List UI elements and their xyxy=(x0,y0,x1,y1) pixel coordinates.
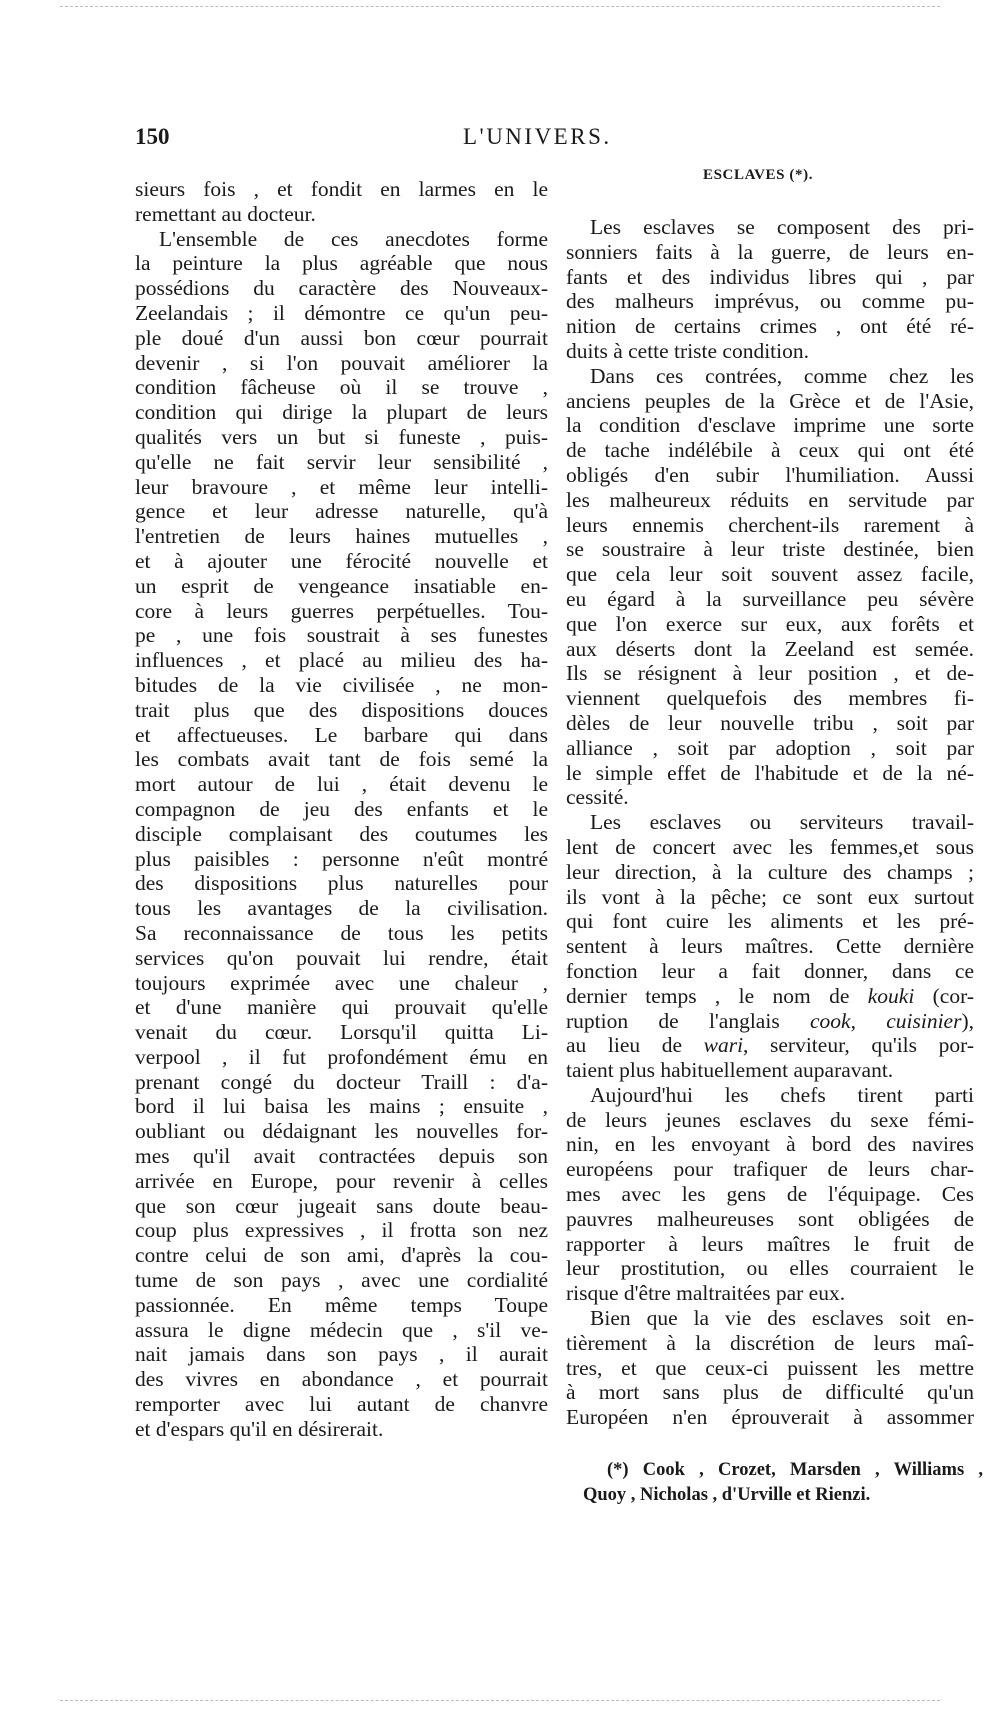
text-line: possédions du caractère des Nouveaux- xyxy=(135,276,548,301)
text-line: leurs ennemis cherchent-ils rarement à xyxy=(566,512,974,537)
text-line: ple doué d'un aussi bon cœur pourrait xyxy=(135,325,548,350)
text-line: verpool , il fut profondément ému en xyxy=(135,1044,548,1069)
text-line: duits à cette triste condition. xyxy=(566,338,810,363)
text-line: remporter avec lui autant de chanvre xyxy=(135,1392,548,1417)
text-line: L'ensemble de ces anecdotes forme xyxy=(159,226,548,251)
text-line: à mort sans plus de difficulté qu'un xyxy=(566,1380,974,1405)
text-line: eu égard à la surveillance peu sévère xyxy=(566,586,974,611)
text-line: leur bravoure , et même leur intelli- xyxy=(135,474,548,499)
text-line: venait du cœur. Lorsqu'il quitta Li- xyxy=(135,1020,548,1045)
text-line: nait jamais dans son pays , il aurait xyxy=(135,1342,548,1367)
text-line: un esprit de vengeance insatiable en- xyxy=(135,573,548,598)
text-line: trait plus que des dispositions douces xyxy=(135,697,548,722)
text-line: passionnée. En même temps Toupe xyxy=(135,1292,548,1317)
text-line: core à leurs guerres perpétuelles. Tou- xyxy=(135,598,548,623)
text-line: nition de certains crimes , ont été ré- xyxy=(566,314,974,339)
text-line: arrivée en Europe, pour revenir à celles xyxy=(135,1168,548,1193)
text-line: pauvres malheureuses sont obligées de xyxy=(566,1206,974,1231)
text-line: pe , une fois soustrait à ses funestes xyxy=(135,623,548,648)
text-line: Sa reconnaissance de tous les petits xyxy=(135,920,548,945)
text-line: ils vont à la pêche; ce sont eux surtout xyxy=(566,884,974,909)
text-line: fants et des individus libres qui , par xyxy=(566,264,974,289)
text-line: influences , et placé au milieu des ha- xyxy=(135,648,548,673)
scan-edge-bottom xyxy=(60,1700,940,1701)
text-line: aux déserts dont la Zeeland est semée. xyxy=(566,636,974,661)
text-line: rapporter à leurs maîtres le fruit de xyxy=(566,1231,974,1256)
text-line: que cela leur soit souvent assez facile, xyxy=(566,562,974,587)
text-line: tièrement à la discrétion de leurs maî- xyxy=(566,1330,974,1355)
text-line: assura le digne médecin que , s'il ve- xyxy=(135,1317,548,1342)
text-line: des dispositions plus naturelles pour xyxy=(135,871,548,896)
text-line: que l'on exerce sur eux, aux forêts et xyxy=(566,611,974,636)
scan-edge-top xyxy=(60,6,940,7)
text-line: remettant au docteur. xyxy=(135,201,316,226)
text-line: prenant congé du docteur Traill : d'a- xyxy=(135,1069,548,1094)
text-line: cessité. xyxy=(566,785,629,810)
text-line: que son cœur jugeait sans doute beau- xyxy=(135,1193,548,1218)
paragraph xyxy=(566,215,974,364)
text-line: la peinture la plus agréable que nous xyxy=(135,251,548,276)
text-line: bord il lui baisa les mains ; ensuite , xyxy=(135,1094,548,1119)
text-line: ruption de l'anglais cook, cuisinier), xyxy=(566,1008,975,1033)
text-line: la condition d'esclave imprime une sorte xyxy=(566,413,974,438)
text-line: dèles de leur nouvelle tribu , soit par xyxy=(566,710,974,735)
text-line: et d'une manière qui prouvait qu'elle xyxy=(135,995,548,1020)
right-column xyxy=(566,215,974,1430)
text-line: disciple complaisant des coutumes les xyxy=(135,821,548,846)
text-line: sonniers faits à la guerre, de leurs en- xyxy=(566,239,974,264)
text-line: taient plus habituellement auparavant. xyxy=(566,1058,894,1083)
paragraph xyxy=(566,810,974,1083)
text-line: services qu'on pouvait lui rendre, était xyxy=(135,945,548,970)
left-column xyxy=(135,177,548,1442)
text-line: Dans ces contrées, comme chez les xyxy=(590,363,974,388)
text-line: leur direction, à la culture des champs ; xyxy=(566,859,974,884)
text-line: plus paisibles : personne n'eût montré xyxy=(135,846,548,871)
footnote xyxy=(583,1458,983,1508)
text-line: oubliant ou dédaignant les nouvelles for- xyxy=(135,1119,548,1144)
text-line: lent de concert avec les femmes,et sous xyxy=(566,834,974,859)
text-line: contre celui de son ami, d'après la cou- xyxy=(135,1243,548,1268)
text-line: dernier temps , le nom de kouki (cor- xyxy=(566,983,974,1008)
text-line: au lieu de wari, serviteur, qu'ils por- xyxy=(566,1033,975,1058)
text-line: condition fâcheuse où il se trouve , xyxy=(135,375,548,400)
section-heading: ESCLAVES (*). xyxy=(703,167,814,183)
text-line: compagnon de jeu des enfants et le xyxy=(135,796,548,821)
text-line: viennent quelquefois des membres fi- xyxy=(566,686,974,711)
text-line: et d'espars qu'il en désirerait. xyxy=(135,1416,384,1441)
text-line: qualités vers un but si funeste , puis- xyxy=(135,424,548,449)
text-line: risque d'être maltraitées par eux. xyxy=(566,1281,846,1306)
text-line: sentent à leurs maîtres. Cette dernière xyxy=(566,934,974,959)
footnote-line: Quoy , Nicholas , d'Urville et Rienzi. xyxy=(583,1485,871,1505)
text-line: mes qu'il avait contractées depuis son xyxy=(135,1144,548,1169)
text-line: européens pour trafiquer de leurs char- xyxy=(566,1157,974,1182)
text-line: nin, en les envoyant à bord des navires xyxy=(566,1132,974,1157)
text-line: de leurs jeunes esclaves du sexe fémi- xyxy=(566,1107,974,1132)
text-line: fonction leur a fait donner, dans ce xyxy=(566,958,974,983)
text-line: des malheurs imprévus, ou comme pu- xyxy=(566,289,974,314)
text-line: Ils se résignent à leur position , et de- xyxy=(566,661,974,686)
text-line: gence et leur adresse naturelle, qu'à xyxy=(135,499,548,524)
text-line: coup plus expressives , il frotta son nez xyxy=(135,1218,548,1243)
text-line: Les esclaves ou serviteurs travail- xyxy=(590,810,974,835)
text-line: et à ajouter une férocité nouvelle et xyxy=(135,548,548,573)
text-line: qu'elle ne fait servir leur sensibilité , xyxy=(135,449,548,474)
text-line: tume de son pays , avec une cordialité xyxy=(135,1268,548,1293)
text-line: les malheureux réduits en servitude par xyxy=(566,487,974,512)
text-line: Aujourd'hui les chefs tirent parti xyxy=(590,1082,974,1107)
text-line: les combats avait tant de fois semé la xyxy=(135,747,548,772)
text-line: qui font cuire les aliments et les pré- xyxy=(566,909,974,934)
text-line: Européen n'en éprouverait à assommer xyxy=(566,1405,974,1430)
text-line: l'entretien de leurs haines mutuelles , xyxy=(135,524,548,549)
footnote-line: (*) Cook , Crozet, Marsden , Williams , xyxy=(607,1460,983,1480)
text-line: sieurs fois , et fondit en larmes en le xyxy=(135,177,548,201)
paragraph xyxy=(135,177,548,227)
text-line: mes avec les gens de l'équipage. Ces xyxy=(566,1182,974,1207)
text-line: Les esclaves se composent des pri- xyxy=(590,215,974,239)
paragraph xyxy=(135,227,548,1442)
text-line: se soustraire à leur triste destinée, bien xyxy=(566,537,974,562)
text-line: bitudes de la vie civilisée , ne mon- xyxy=(135,672,548,697)
text-line: tres, et que ceux-ci puissent les mettre xyxy=(566,1355,974,1380)
text-line: Bien que la vie des esclaves soit en- xyxy=(590,1306,974,1331)
running-title: L'UNIVERS. xyxy=(463,124,612,149)
text-line: de tache indélébile à ceux qui ont été xyxy=(566,438,974,463)
text-line: condition qui dirige la plupart de leurs xyxy=(135,400,548,425)
text-line: leur prostitution, ou elles courraient le xyxy=(566,1256,974,1281)
text-line: Zeelandais ; il démontre ce qu'un peu- xyxy=(135,300,548,325)
paragraph xyxy=(566,364,974,810)
text-line: mort autour de lui , était devenu le xyxy=(135,772,548,797)
text-line: et affectueuses. Le barbare qui dans xyxy=(135,722,548,747)
text-line: alliance , soit par adoption , soit par xyxy=(566,735,974,760)
text-line: toujours exprimée avec une chaleur , xyxy=(135,970,548,995)
text-line: devenir , si l'on pouvait améliorer la xyxy=(135,350,548,375)
text-line: obligés d'en subir l'humiliation. Aussi xyxy=(566,462,974,487)
paragraph xyxy=(566,1083,974,1306)
text-line: des vivres en abondance , et pourrait xyxy=(135,1367,548,1392)
text-line: le simple effet de l'habitude et de la né- xyxy=(566,760,974,785)
page-number: 150 xyxy=(135,124,170,149)
text-line: anciens peuples de la Grèce et de l'Asie, xyxy=(566,388,974,413)
text-line: tous les avantages de la civilisation. xyxy=(135,896,548,921)
paragraph xyxy=(566,1306,974,1430)
